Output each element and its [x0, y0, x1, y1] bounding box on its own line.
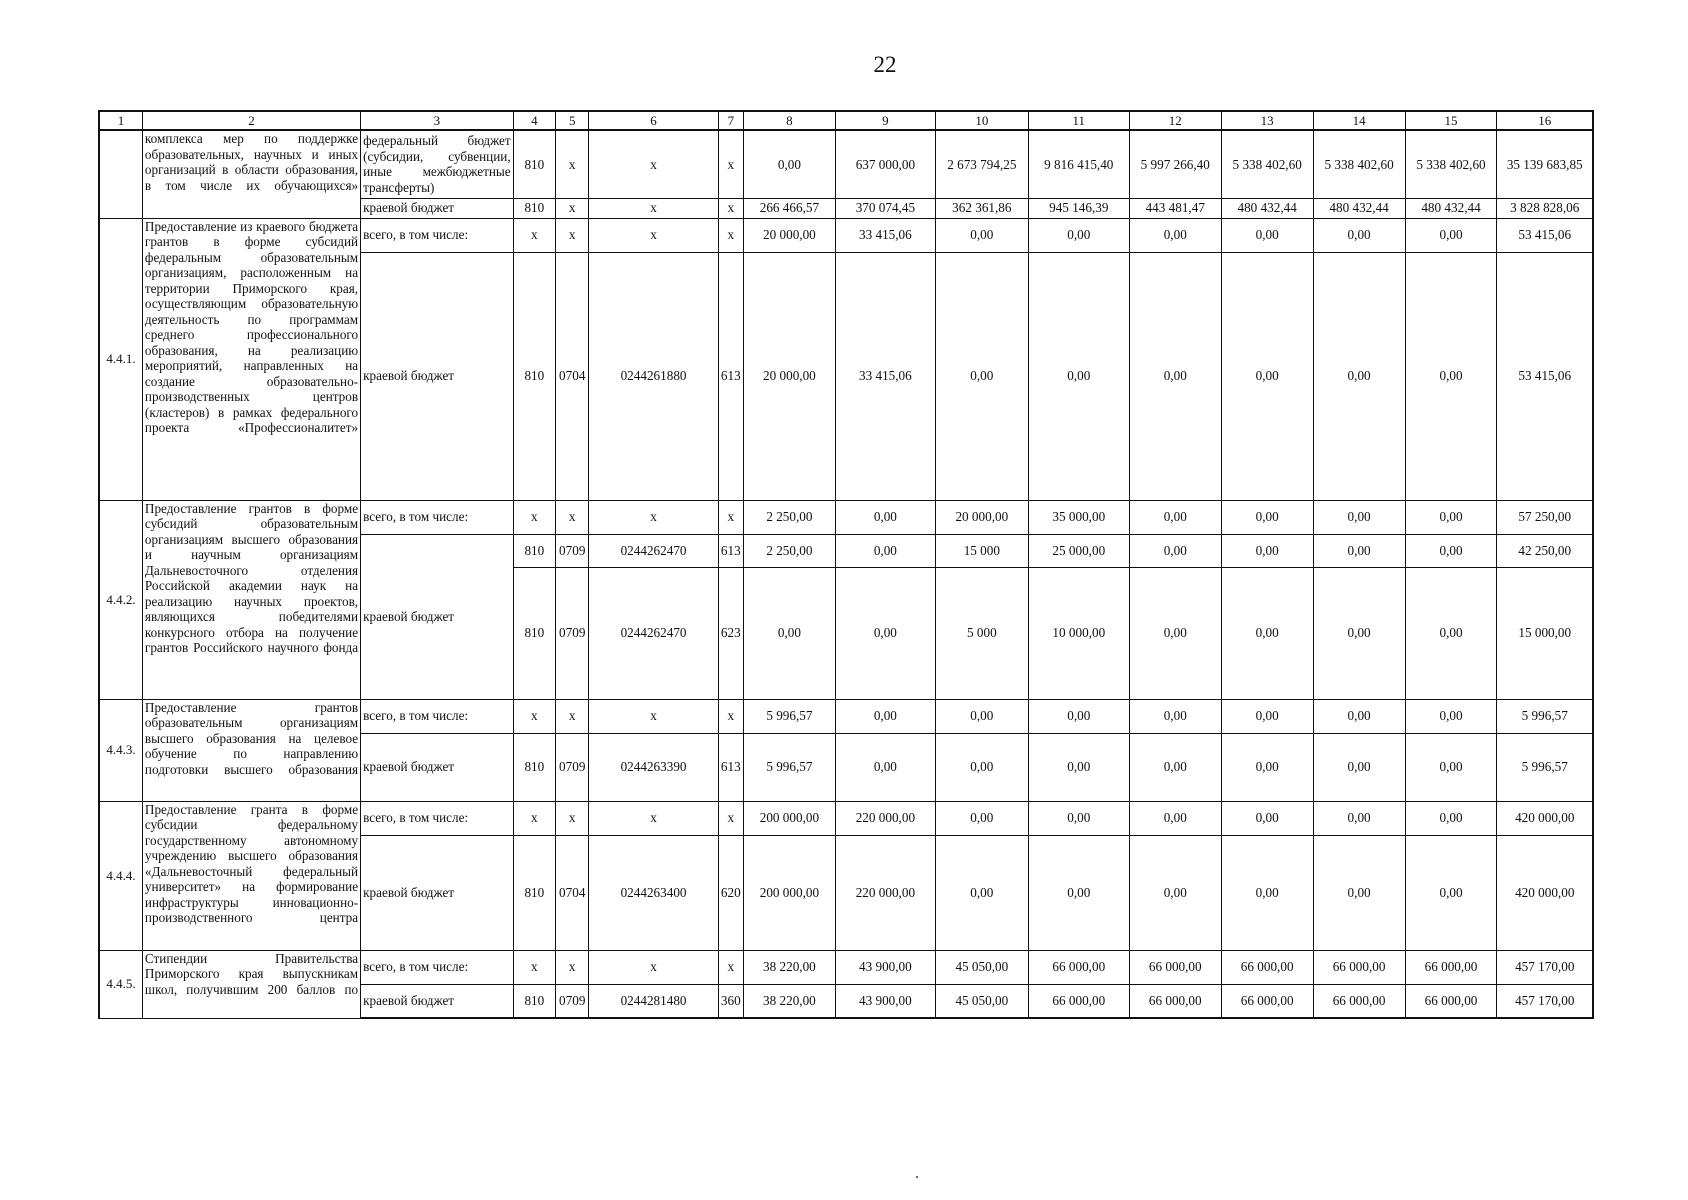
amount-cell: 637 000,00 [835, 130, 935, 198]
funding-source: всего, в том числе: [361, 801, 514, 835]
amount-cell: 0,00 [1028, 835, 1129, 950]
code-c5: х [556, 500, 589, 534]
code-c7: х [718, 198, 743, 218]
amount-cell: 0,00 [935, 835, 1028, 950]
code-c4: х [513, 218, 555, 252]
amount-cell: 0,00 [1405, 218, 1497, 252]
amount-cell: 66 000,00 [1129, 950, 1221, 984]
amount-cell: 66 000,00 [1221, 984, 1313, 1018]
amount-cell: 0,00 [1405, 252, 1497, 500]
amount-cell: 0,00 [1129, 218, 1221, 252]
header-cell: 3 [361, 111, 514, 130]
amount-cell: 15 000 [935, 534, 1028, 567]
amount-cell: 480 432,44 [1221, 198, 1313, 218]
amount-cell: 66 000,00 [1129, 984, 1221, 1018]
code-c5: х [556, 950, 589, 984]
code-c5: х [556, 801, 589, 835]
funding-source: всего, в том числе: [361, 500, 514, 534]
amount-cell: 5 996,57 [1497, 699, 1593, 733]
funding-source: краевой бюджет [361, 198, 514, 218]
amount-cell: 420 000,00 [1497, 801, 1593, 835]
header-cell: 5 [556, 111, 589, 130]
code-c4: 810 [513, 733, 555, 801]
funding-source: всего, в том числе: [361, 699, 514, 733]
amount-cell: 0,00 [1129, 500, 1221, 534]
amount-cell: 66 000,00 [1313, 950, 1405, 984]
header-cell: 4 [513, 111, 555, 130]
code-c7: 613 [718, 534, 743, 567]
amount-cell: 220 000,00 [835, 801, 935, 835]
amount-cell: 35 000,00 [1028, 500, 1129, 534]
code-c5: 0709 [556, 984, 589, 1018]
item-index: 4.4.4. [99, 801, 142, 950]
funding-source: федеральный бюджет (субсидии, субвенции, иные межбюджетные трансферты) [361, 130, 514, 198]
item-index: 4.4.2. [99, 500, 142, 699]
budget-table [98, 110, 1594, 1019]
header-cell: 2 [142, 111, 360, 130]
amount-cell: 5 338 402,60 [1313, 130, 1405, 198]
amount-cell: 0,00 [835, 733, 935, 801]
amount-cell: 5 996,57 [1497, 733, 1593, 801]
amount-cell: 0,00 [1313, 567, 1405, 699]
header-cell: 15 [1405, 111, 1497, 130]
amount-cell: 457 170,00 [1497, 984, 1593, 1018]
code-c6: х [589, 130, 718, 198]
amount-cell: 0,00 [1405, 534, 1497, 567]
item-index [99, 130, 142, 218]
item-index: 4.4.3. [99, 699, 142, 801]
amount-cell: 480 432,44 [1313, 198, 1405, 218]
header-cell: 8 [743, 111, 835, 130]
amount-cell: 0,00 [1313, 733, 1405, 801]
funding-source: краевой бюджет [361, 835, 514, 950]
code-c4: 810 [513, 567, 555, 699]
amount-cell: 5 996,57 [743, 699, 835, 733]
amount-cell: 0,00 [835, 567, 935, 699]
amount-cell: 0,00 [935, 699, 1028, 733]
code-c6: 0244263390 [589, 733, 718, 801]
amount-cell: 0,00 [1028, 252, 1129, 500]
code-c7: х [718, 500, 743, 534]
code-c5: 0709 [556, 534, 589, 567]
amount-cell: 0,00 [1405, 567, 1497, 699]
code-c7: х [718, 218, 743, 252]
amount-cell: 0,00 [935, 801, 1028, 835]
amount-cell: 0,00 [1221, 801, 1313, 835]
code-c4: 810 [513, 534, 555, 567]
amount-cell: 370 074,45 [835, 198, 935, 218]
header-cell: 9 [835, 111, 935, 130]
amount-cell: 0,00 [935, 733, 1028, 801]
amount-cell: 0,00 [1129, 252, 1221, 500]
page-number: 22 [873, 52, 897, 77]
amount-cell: 0,00 [1129, 534, 1221, 567]
code-c4: х [513, 950, 555, 984]
amount-cell: 38 220,00 [743, 984, 835, 1018]
table-row [99, 801, 1593, 835]
code-c6: 0244263400 [589, 835, 718, 950]
code-c4: 810 [513, 835, 555, 950]
amount-cell: 0,00 [1221, 500, 1313, 534]
amount-cell: 0,00 [835, 699, 935, 733]
amount-cell: 20 000,00 [743, 218, 835, 252]
table-row [99, 950, 1593, 984]
amount-cell: 0,00 [743, 567, 835, 699]
header-cell: 11 [1028, 111, 1129, 130]
item-description: Стипендии Правительства Приморского края выпускникам школ, получившим 200 баллов по [142, 950, 360, 1018]
code-c4: 810 [513, 984, 555, 1018]
item-description: комплекса мер по поддержке образовательных, научных и иных организаций в области образования, в том числе их обучающихся» [142, 130, 360, 218]
code-c6: 0244262470 [589, 534, 718, 567]
amount-cell: 0,00 [1221, 534, 1313, 567]
amount-cell: 42 250,00 [1497, 534, 1593, 567]
amount-cell: 43 900,00 [835, 984, 935, 1018]
item-index: 4.4.1. [99, 218, 142, 500]
funding-source: краевой бюджет [361, 252, 514, 500]
amount-cell: 0,00 [1313, 699, 1405, 733]
amount-cell: 66 000,00 [1313, 984, 1405, 1018]
amount-cell: 5 997 266,40 [1129, 130, 1221, 198]
amount-cell: 945 146,39 [1028, 198, 1129, 218]
amount-cell: 443 481,47 [1129, 198, 1221, 218]
amount-cell: 0,00 [1405, 699, 1497, 733]
code-c7: 613 [718, 733, 743, 801]
header-row [99, 111, 1593, 130]
code-c6: 0244262470 [589, 567, 718, 699]
item-description: Предоставление из краевого бюджета грантов в форме субсидий федеральным образовательным организациям, расположенным на территории Приморского края, осуществляющим образовательную деятельность по программам среднего профессионального образования, на реализацию мероприятий, направленных на создание образовательно-производственных центров (кластеров) в рамках федерального проекта «Профессионалитет» [142, 218, 360, 500]
amount-cell: 0,00 [743, 130, 835, 198]
amount-cell: 0,00 [1405, 733, 1497, 801]
code-c7: 623 [718, 567, 743, 699]
amount-cell: 33 415,06 [835, 218, 935, 252]
amount-cell: 220 000,00 [835, 835, 935, 950]
amount-cell: 0,00 [1028, 218, 1129, 252]
code-c5: 0704 [556, 252, 589, 500]
code-c6: х [589, 699, 718, 733]
amount-cell: 9 816 415,40 [1028, 130, 1129, 198]
item-description: Предоставление грантов образовательным организациям высшего образования на целевое обучение по направлению подготовки высшего образования [142, 699, 360, 801]
amount-cell: 0,00 [1028, 733, 1129, 801]
header-cell: 14 [1313, 111, 1405, 130]
amount-cell: 35 139 683,85 [1497, 130, 1593, 198]
amount-cell: 66 000,00 [1221, 950, 1313, 984]
header-cell: 12 [1129, 111, 1221, 130]
amount-cell: 0,00 [835, 500, 935, 534]
amount-cell: 0,00 [1129, 733, 1221, 801]
amount-cell: 0,00 [1405, 835, 1497, 950]
amount-cell: 33 415,06 [835, 252, 935, 500]
amount-cell: 0,00 [1313, 500, 1405, 534]
amount-cell: 0,00 [1221, 567, 1313, 699]
header-cell: 13 [1221, 111, 1313, 130]
amount-cell: 45 050,00 [935, 984, 1028, 1018]
amount-cell: 0,00 [1313, 801, 1405, 835]
amount-cell: 0,00 [1313, 835, 1405, 950]
amount-cell: 10 000,00 [1028, 567, 1129, 699]
amount-cell: 200 000,00 [743, 801, 835, 835]
amount-cell: 0,00 [1221, 733, 1313, 801]
amount-cell: 0,00 [1221, 699, 1313, 733]
amount-cell: 57 250,00 [1497, 500, 1593, 534]
code-c5: х [556, 198, 589, 218]
amount-cell: 266 466,57 [743, 198, 835, 218]
code-c6: 0244281480 [589, 984, 718, 1018]
amount-cell: 0,00 [1028, 801, 1129, 835]
amount-cell: 53 415,06 [1497, 252, 1593, 500]
header-cell: 10 [935, 111, 1028, 130]
amount-cell: 0,00 [1221, 218, 1313, 252]
amount-cell: 200 000,00 [743, 835, 835, 950]
code-c4: х [513, 500, 555, 534]
code-c7: 620 [718, 835, 743, 950]
header-cell: 16 [1497, 111, 1593, 130]
code-c6: х [589, 198, 718, 218]
code-c5: х [556, 699, 589, 733]
amount-cell: 0,00 [835, 534, 935, 567]
amount-cell: 66 000,00 [1405, 984, 1497, 1018]
table-row [99, 218, 1593, 252]
code-c5: 0704 [556, 835, 589, 950]
amount-cell: 15 000,00 [1497, 567, 1593, 699]
code-c4: х [513, 801, 555, 835]
amount-cell: 0,00 [1129, 699, 1221, 733]
amount-cell: 3 828 828,06 [1497, 198, 1593, 218]
amount-cell: 420 000,00 [1497, 835, 1593, 950]
funding-source: краевой бюджет [361, 733, 514, 801]
amount-cell: 43 900,00 [835, 950, 935, 984]
scan-dot [916, 1176, 918, 1178]
header-cell: 6 [589, 111, 718, 130]
amount-cell: 0,00 [935, 252, 1028, 500]
amount-cell: 20 000,00 [743, 252, 835, 500]
code-c5: х [556, 130, 589, 198]
amount-cell: 0,00 [935, 218, 1028, 252]
amount-cell: 362 361,86 [935, 198, 1028, 218]
code-c4: 810 [513, 130, 555, 198]
amount-cell: 2 250,00 [743, 500, 835, 534]
funding-source: всего, в том числе: [361, 218, 514, 252]
amount-cell: 0,00 [1313, 252, 1405, 500]
amount-cell: 0,00 [1313, 218, 1405, 252]
amount-cell: 0,00 [1028, 699, 1129, 733]
amount-cell: 457 170,00 [1497, 950, 1593, 984]
funding-source: краевой бюджет [361, 984, 514, 1018]
amount-cell: 0,00 [1221, 835, 1313, 950]
code-c6: х [589, 950, 718, 984]
amount-cell: 38 220,00 [743, 950, 835, 984]
code-c6: 0244261880 [589, 252, 718, 500]
amount-cell: 0,00 [1221, 252, 1313, 500]
code-c6: х [589, 801, 718, 835]
code-c7: 613 [718, 252, 743, 500]
code-c4: х [513, 699, 555, 733]
header-cell: 1 [99, 111, 142, 130]
table-row [99, 130, 1593, 198]
code-c4: 810 [513, 198, 555, 218]
amount-cell: 0,00 [1129, 801, 1221, 835]
amount-cell: 53 415,06 [1497, 218, 1593, 252]
amount-cell: 0,00 [1129, 835, 1221, 950]
table-row [99, 699, 1593, 733]
amount-cell: 480 432,44 [1405, 198, 1497, 218]
amount-cell: 0,00 [1129, 567, 1221, 699]
item-description: Предоставление грантов в форме субсидий образовательным организациям высшего образования и научным организациям Дальневосточного отделения Российской академии наук на реализацию научных проектов, являющихся победителями конкурсного отбора на получение грантов Российского научного фонда [142, 500, 360, 699]
item-index: 4.4.5. [99, 950, 142, 1018]
amount-cell: 5 000 [935, 567, 1028, 699]
amount-cell: 5 996,57 [743, 733, 835, 801]
amount-cell: 2 673 794,25 [935, 130, 1028, 198]
code-c7: х [718, 699, 743, 733]
code-c6: х [589, 218, 718, 252]
code-c7: 360 [718, 984, 743, 1018]
amount-cell: 2 250,00 [743, 534, 835, 567]
amount-cell: 25 000,00 [1028, 534, 1129, 567]
amount-cell: 66 000,00 [1405, 950, 1497, 984]
amount-cell: 5 338 402,60 [1221, 130, 1313, 198]
item-description: Предоставление гранта в форме субсидии федеральному государственному автономному учреждению высшего образования «Дальневосточный федеральный университет» на формирование инфраструктуры инновационно-производственного центра [142, 801, 360, 950]
amount-cell: 0,00 [1405, 801, 1497, 835]
code-c5: х [556, 218, 589, 252]
funding-source: всего, в том числе: [361, 950, 514, 984]
code-c6: х [589, 500, 718, 534]
code-c5: 0709 [556, 567, 589, 699]
code-c7: х [718, 130, 743, 198]
code-c7: х [718, 801, 743, 835]
code-c4: 810 [513, 252, 555, 500]
code-c5: 0709 [556, 733, 589, 801]
amount-cell: 45 050,00 [935, 950, 1028, 984]
header-cell: 7 [718, 111, 743, 130]
amount-cell: 0,00 [1405, 500, 1497, 534]
code-c7: х [718, 950, 743, 984]
funding-source: краевой бюджет [361, 534, 514, 699]
amount-cell: 0,00 [1313, 534, 1405, 567]
amount-cell: 20 000,00 [935, 500, 1028, 534]
amount-cell: 5 338 402,60 [1405, 130, 1497, 198]
amount-cell: 66 000,00 [1028, 950, 1129, 984]
table-row [99, 500, 1593, 534]
amount-cell: 66 000,00 [1028, 984, 1129, 1018]
